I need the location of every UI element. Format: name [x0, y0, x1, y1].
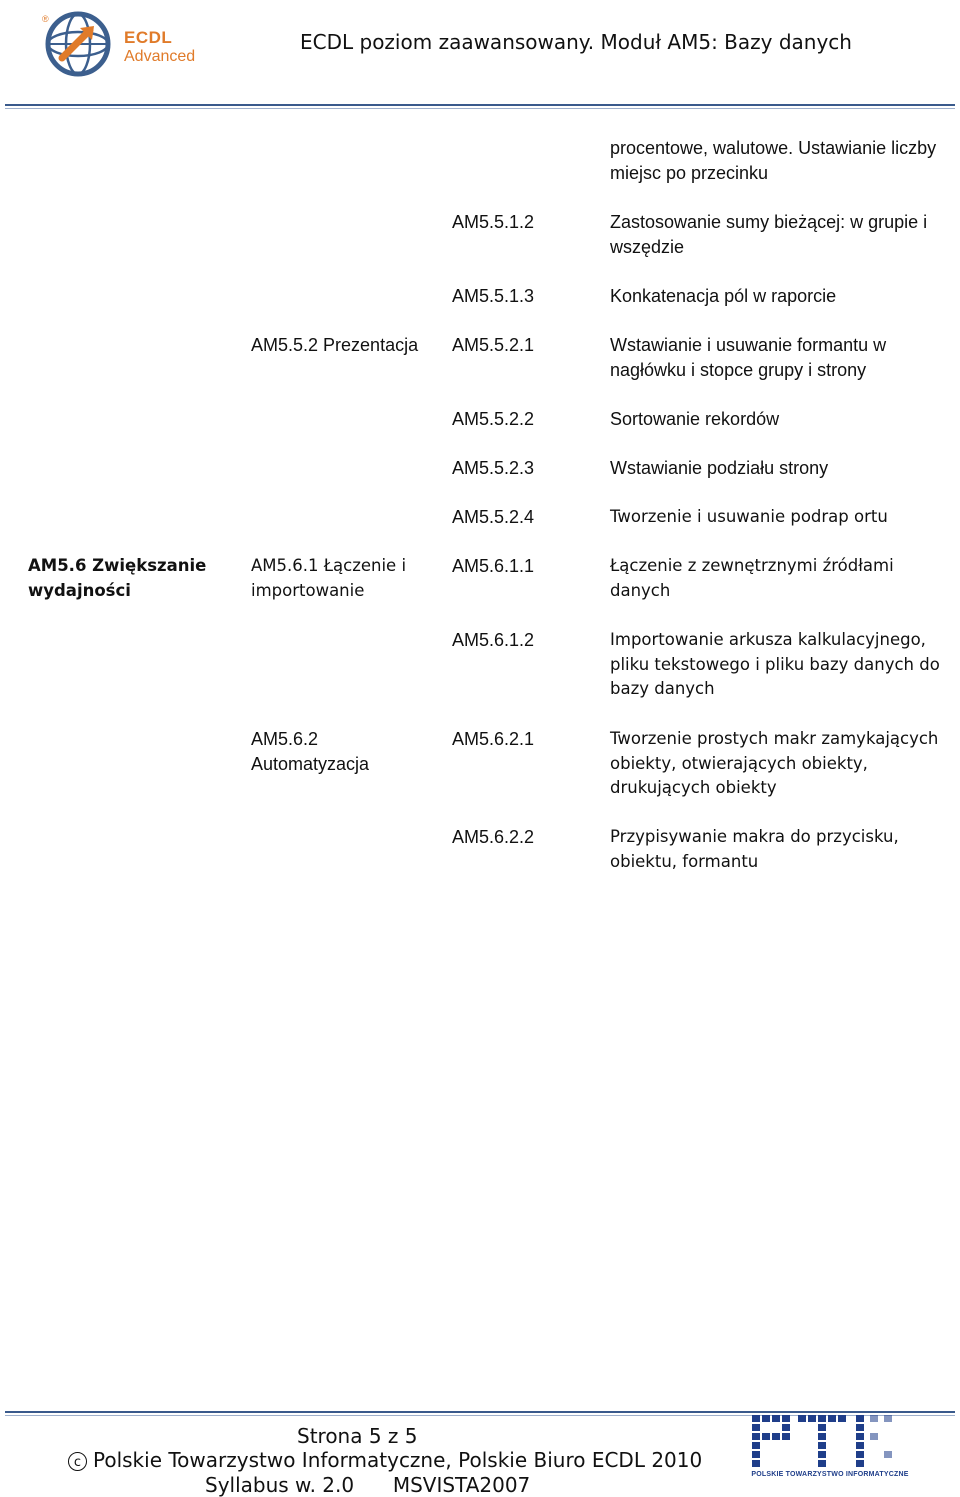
syllabus-version: Syllabus w. 2.0 [205, 1473, 355, 1497]
logo-ecdl-text: ECDL [124, 28, 173, 47]
pti-logo-icon [748, 1413, 908, 1471]
task-description: Importowanie arkusza kalkulacyjnego, pliku tekstowego i pliku bazy danych do bazy danych [610, 630, 940, 698]
task-description: Sortowanie rekordów [610, 409, 780, 429]
task-description: Wstawianie i usuwanie formantu w nagłówku i stopce grupy i strony [610, 335, 887, 380]
task-description: Wstawianie podziału strony [610, 458, 829, 478]
copyright-text: Polskie Towarzystwo Informatyczne, Polskie Biuro ECDL 2010 [93, 1448, 703, 1472]
task-description: Tworzenie prostych makr zamykających obiekty, otwierających obiekty, drukujących obiekty [610, 729, 939, 797]
task-code: AM5.6.1.2 [452, 630, 535, 650]
ecdl-advanced-logo [40, 8, 210, 78]
category-label: AM5.6 Zwiększanie wydajności [28, 556, 207, 600]
copyright-line [68, 1448, 702, 1472]
task-description: procentowe, walutowe. Ustawianie liczby miejsc po przecinku [610, 138, 937, 183]
task-description: Tworzenie i usuwanie podrap ortu [610, 507, 888, 526]
task-code: AM5.5.2.1 [452, 335, 535, 355]
syllabus-code: MSVISTA2007 [392, 1473, 531, 1497]
subcategory-label: AM5.6.2 Automatyzacja [251, 729, 370, 774]
task-code: AM5.5.2.3 [452, 458, 535, 478]
header-divider [5, 104, 955, 106]
task-code: AM5.5.2.4 [452, 507, 535, 527]
task-code: AM5.5.1.2 [452, 212, 535, 232]
ecdl-globe-icon [40, 8, 120, 78]
task-description: Konkatenacja pól w raporcie [610, 286, 837, 306]
copyright-icon: c [68, 1452, 87, 1471]
document-title: ECDL poziom zaawansowany. Moduł AM5: Bazy danych [300, 30, 852, 54]
task-description: Przypisywanie makra do przycisku, obiektu, formantu [610, 827, 899, 871]
task-code: AM5.5.1.3 [452, 286, 535, 306]
task-description: Zastosowanie sumy bieżącej: w grupie i wszędzie [610, 212, 928, 257]
subcategory-label: AM5.5.2 Prezentacja [251, 335, 419, 355]
pti-caption: POLSKIE TOWARZYSTWO INFORMATYCZNE [751, 1471, 909, 1478]
page-header [0, 0, 960, 110]
syllabus-line [205, 1473, 530, 1497]
page-number: Strona 5 z 5 [297, 1424, 418, 1448]
task-code: AM5.6.1.1 [452, 556, 535, 576]
task-code: AM5.6.2.1 [452, 729, 535, 749]
task-code: AM5.5.2.2 [452, 409, 535, 429]
task-description: Łączenie z zewnętrznymi źródłami danych [610, 556, 894, 600]
header-divider-thin [5, 108, 955, 109]
subcategory-label: AM5.6.1 Łączenie i importowanie [251, 556, 407, 600]
logo-advanced-text: Advanced [124, 48, 196, 65]
registered-mark: ® [42, 14, 49, 24]
task-code: AM5.6.2.2 [452, 827, 535, 847]
